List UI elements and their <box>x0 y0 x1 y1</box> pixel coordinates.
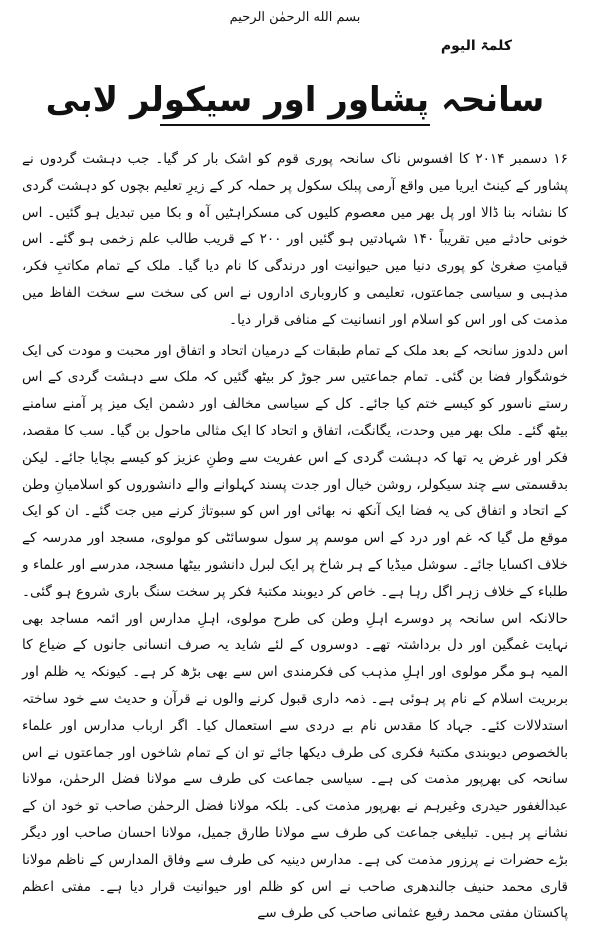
article-body <box>22 146 569 922</box>
paragraph-2: اس دلدوز سانحہ کے بعد ملک کے تمام طبقات کے درمیان اتحاد و اتفاق اور محبت و مودت کی ایک خوشگوار فضا بن گئی۔ تمام جماعتیں سر جوڑ کر بیٹھ گئیں کہ ملک سے دہشت گردی کے اس رستے ناسور کو کیسے ختم کیا جائے۔ کل کے سیاسی مخالف اور دشمن ایک میز پر آمنے سامنے بیٹھ گئے۔ ملک بھر میں وحدت، یگانگت، اتفاق و اتحاد کا ایک مثالی ماحول بن گیا۔ سب کا مقصد، فکر اور غرض یہ تھا کہ دہشت گردی کے اس عفریت سے وطنِ عزیز کو کیسے بچایا جائے۔ لیکن بدقسمتی سے چند سیکولر، روشن خیال اور جدت پسند کہلوانے والے دانشوروں کو اسلامیانِ وطن کے اتحاد و اتفاق کی یہ فضا ایک آنکھ نہ بھائی اور اس کو سبوتاژ کرنے میں جت گئے۔ ان کو ایک موقع مل گیا کہ غم اور درد کے اس موسم پر سول سوسائٹی کو مولوی، مسجد اور مدرسہ کے خلاف اکسایا جائے۔ سوشل میڈیا کے ہر شاخ پر ایک لبرل دانشور بیٹھا مسجد، مدرسے اور علماء و طلباء کے خلاف زہر اگل رہا ہے۔ خاص کر دیوبند مکتبۂ فکر پر سخت سنگ باری شروع ہو گئی۔ حالانکہ اس سانحہ پر دوسرے اہلِ وطن کی طرح مولوی، اہلِ مدارس اور ائمہ مساجد بھی نہایت غمگین اور دل برداشتہ تھے۔ دوسروں کے لئے شاید یہ صرف انسانی جانوں کے ضیاع کا المیہ ہو مگر مولوی اور اہلِ مذہب کی فکرمندی اس سے بھی بڑھ کر ہے۔ کیونکہ یہ ظلم اور بربریت اسلام کے نام پر ہوئی ہے۔ ذمہ داری قبول کرنے والوں نے قرآن و حدیث سے خود ساختہ استدلالات کئے۔ جہاد کا مقدس نام بے دردی سے استعمال کیا۔ اگر ارباب مدارس اور علماء بالخصوص دیوبندی مکتبۂ فکری کی طرف دیکھا جائے تو ان کے تمام شاخوں اور جماعتوں نے اس سانحہ کی بھرپور مذمت کی ہے۔ سیاسی جماعت کی طرف سے مولانا فضل الرحمٰن، مولانا عبدالغفور حیدری وغیرہم نے بھرپور مذمت کی۔ بلکہ مولانا فضل الرحمٰن صاحب تو خود ان کے نشانے پر ہیں۔ تبلیغی جماعت کی طرف سے مولانا طارق جمیل، مولانا احسان صاحب اور دیگر بڑے حضرات نے پرزور مذمت کی ہے۔ مدارس دینیہ کی طرف سے وفاق المدارس کے ناظم مولانا قاری محمد حنیف جالندھری صاحب نے اس کو ظلم اور حیوانیت قرار دیا ہے۔ مفتی اعظم پاکستان مفتی محمد رفیع عثمانی صاحب کی طرف سے <box>22 342 568 922</box>
article-headline: سانحہ پشاور اور سیکولر لابی <box>45 80 545 120</box>
bismillah-calligraphy: بسم الله الرحمٰن الرحیم <box>229 10 361 25</box>
headline-underline <box>160 124 430 126</box>
paragraph-1: ۱۶ دسمبر ۲۰۱۴ کا افسوس ناک سانحہ پوری قوم کو اشک بار کر گیا۔ جب دہشت گردوں نے پشاور کے کینٹ ایریا میں واقع آرمی پبلک سکول پر حملہ کر کے زیرِ تعلیم بچوں کو دہشت گردی کا نشانہ بنا ڈالا اور پل بھر میں معصوم کلیوں کی مسکراہٹیں آہ و بکا میں تبدیل ہو گئیں۔ اس خونی حادثے میں تقریباً ۱۴۰ شہادتیں ہو گئیں اور ۲۰۰ کے قریب طالب علم زخمی ہو گئے۔ اس قیامتِ صغریٰ کو پوری دنیا میں حیوانیت اور درندگی کا نام دیا گیا۔ ملک کے تمام مکاتبِ فکر، مذہبی و سیاسی جماعتوں، تعلیمی و کاروباری اداروں نے اس کی سخت سے سخت الفاظ میں مذمت کی اور اس کو اسلام اور انسانیت کے منافی قرار دیا۔ <box>22 151 569 328</box>
headline-container <box>0 80 590 120</box>
column-label: کلمۃ الیوم <box>440 38 512 54</box>
